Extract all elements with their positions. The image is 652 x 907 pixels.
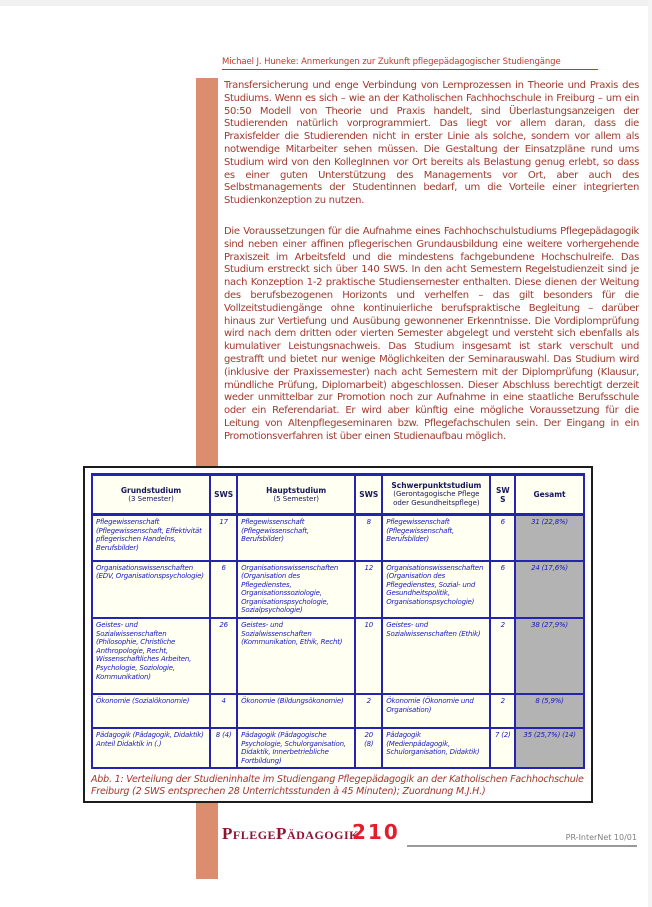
cell-sws: 6 — [490, 515, 515, 561]
body-paragraph-1: Transfersicherung und enge Verbindung von Lernprozessen in Theorie und Praxis des Studiums. Wenn es sich – wie an der Katholischen Fachhochschule in Freiburg – um ein 50:50 Modell von Theorie und Praxis handelt, sind Überlastungsanzeigen der Studierenden natürlich vorprogrammiert. Das liegt vor allem daran, dass die Praxisfelder die Studierenden nicht in erster Linie als solche, sondern vor allem als notwendige Mitarbeiter sehen müssen. Die Gestaltung der Einsatzpläne rund ums Studium wird von den KollegInnen vor Ort bereits als Belastung genug erlebt, so dass es einer guten Unterstützung des Managements vor Ort, aber auch des Selbstmanagements der Studentinnen bedarf, um die Vorteile einer integrierten Studienkonzeption zu nutzen. — [224, 80, 639, 207]
cell-grund: Organisationswissenschaften (EDV, Organisationspsychologie) — [92, 561, 210, 619]
header-label: SWS — [495, 485, 510, 504]
cell-gesamt: 31 (22,8%) — [515, 515, 584, 561]
header-label: Grundstudium — [120, 485, 182, 495]
cell-sws: 8 (4) — [210, 728, 237, 768]
header-label: SWS — [214, 490, 234, 499]
cell-grund: Geistes- und Sozialwissenschaften (Philosophie, Christliche Anthropologie, Recht, Wissenschaftliches Arbeiten, Psychologie, Soziologie, Kommunikation) — [92, 618, 210, 694]
cell-gesamt: 8 (5,9%) — [515, 694, 584, 728]
header-grundstudium — [92, 475, 210, 515]
cell-grund: Pädagogik (Pädagogik, Didaktik) Anteil Didaktik in (.) — [92, 728, 210, 768]
table-row-paedagogik — [92, 728, 584, 768]
cell-gesamt: 38 (27,9%) — [515, 618, 584, 694]
footer-rule — [407, 845, 637, 847]
header-sub: (Gerontagogische Pflege oder Gesundheitspflege) — [393, 490, 480, 507]
footer-brand: PflegePädagogik — [222, 824, 359, 843]
article-body — [224, 80, 639, 444]
cell-sws: 2 — [490, 618, 515, 694]
cell-grund: Ökonomie (Sozialökonomie) — [92, 694, 210, 728]
header-hauptstudium — [237, 475, 355, 515]
cell-schwerpunkt: Pflegewissenschaft (Pflegewissenschaft, Berufsbilder) — [382, 515, 490, 561]
header-sws-3 — [490, 475, 515, 515]
figure-caption: Abb. 1: Verteilung der Studieninhalte im Studiengang Pflegepädagogik an der Katholischen Fachhochschule Freiburg (2 SWS entsprechen 28 Unterrichtsstunden à 45 Minuten); Zuordnung M.J.H.) — [91, 774, 584, 797]
cell-sws: 7 (2) — [490, 728, 515, 768]
cell-schwerpunkt: Organisationswissenschaften (Organisation des Pflegedienstes, Sozial- und Gesundheitspolitik, Organisationspsychologie) — [382, 561, 490, 619]
table-row-organisationswissenschaften — [92, 561, 584, 619]
cell-schwerpunkt: Geistes- und Sozialwissenschaften (Ethik) — [382, 618, 490, 694]
cell-sws: 10 — [355, 618, 382, 694]
cell-haupt: Geistes- und Sozialwissenschaften (Kommunikation, Ethik, Recht) — [237, 618, 355, 694]
cell-schwerpunkt: Ökonomie (Ökonomie und Organisation) — [382, 694, 490, 728]
cell-sws: 6 — [490, 561, 515, 619]
header-schwerpunktstudium — [382, 475, 490, 515]
header-sub: (3 Semester) — [128, 494, 174, 503]
table-row-oekonomie — [92, 694, 584, 728]
header-sws-1 — [210, 475, 237, 515]
cell-sws: 8 — [355, 515, 382, 561]
cell-sws: 20 (8) — [355, 728, 382, 768]
header-sub: (5 Semester) — [273, 494, 319, 503]
page-edge-right — [648, 0, 652, 907]
cell-sws: 12 — [355, 561, 382, 619]
cell-sws: 26 — [210, 618, 237, 694]
page-edge-top — [0, 0, 652, 6]
footer-page-number: 210 — [352, 820, 400, 844]
table-row-geistes-sozialwissenschaften — [92, 618, 584, 694]
cell-gesamt: 24 (17,6%) — [515, 561, 584, 619]
cell-gesamt: 35 (25,7%) (14) — [515, 728, 584, 768]
footer-journal-ref: PR-InterNet 10/01 — [565, 833, 637, 842]
header-label: Hauptstudium — [266, 485, 327, 495]
cell-grund: Pflegewissenschaft (Pflegewissenschaft, Effektivität pflegerischen Handelns, Berufsbilder) — [92, 515, 210, 561]
cell-schwerpunkt: Pädagogik (Medienpädagogik, Schulorganisation, Didaktik) — [382, 728, 490, 768]
curriculum-table — [91, 473, 585, 769]
cell-sws: 6 — [210, 561, 237, 619]
table-header-row — [92, 475, 584, 515]
cell-haupt: Pädagogik (Pädagogische Psychologie, Schulorganisation, Didaktik, Innerbetriebliche Fortbildung) — [237, 728, 355, 768]
cell-haupt: Pflegewissenschaft (Pflegewissenschaft, Berufsbilder) — [237, 515, 355, 561]
header-gesamt — [515, 475, 584, 515]
running-header: Michael J. Huneke: Anmerkungen zur Zukunft pflegepädagogischer Studiengänge — [222, 57, 598, 70]
body-paragraph-2: Die Voraussetzungen für die Aufnahme eines Fachhochschulstudiums Pflegepädagogik sind neben einer affinen pflegerischen Grundausbildung eine weitere vorhergehende Praxiszeit im Arbeitsfeld und die mindestens fachgebundene Hochschulreife. Das Studium erstreckt sich über 140 SWS. In den acht Semestern Regelstudienzeit sind je nach Konzeption 1-2 praktische Studiensemester enthalten. Diese dienen der Weitung des berufsbezogenen Horizonts und verhelfen – das gilt besonders für die Vollzeitstudiengänge ohne kontinuierliche berufspraktische Begleitung – darüber hinaus zur Vertiefung und Ausübung gewonnener Erkenntnisse. Die Vordiplomprüfung wird nach dem dritten oder vierten Semester abgelegt und versteht sich ebenfalls als kumulativer Leistungsnachweis. Das Studium insgesamt ist stark verschult und gestrafft und bietet nur wenige Möglichkeiten der Seminarauswahl. Das Studium wird (inklusive der Praxissemester) nach acht Semestern mit der Diplomprüfung (Klausur, mündliche Prüfung, Diplomarbeit) abgeschlossen. Dieser Abschluss berechtigt derzeit weder unmittelbar zur Promotion noch zur Aufnahme in eine staatliche Berufsschule oder ein Referendariat. Er wird aber künftig eine mögliche Voraussetzung für die Leitung von Altenpflegeseminaren bzw. Pflegefachschulen sein. Der Eingang in ein Promotionsverfahren ist über einen Studienaufbau möglich. — [224, 225, 639, 442]
header-label: SWS — [359, 490, 379, 499]
cell-sws: 2 — [355, 694, 382, 728]
cell-haupt: Ökonomie (Bildungsökonomie) — [237, 694, 355, 728]
header-label: Gesamt — [533, 490, 566, 499]
figure-box — [83, 466, 593, 803]
header-sws-2 — [355, 475, 382, 515]
header-label: Schwerpunktstudium — [391, 481, 482, 490]
table-row-pflegewissenschaft — [92, 515, 584, 561]
cell-sws: 4 — [210, 694, 237, 728]
cell-sws: 2 — [490, 694, 515, 728]
cell-haupt: Organisationswissenschaften (Organisation des Pflegedienstes, Organisationssoziologie, Organisationspsychologie, Sozialpsychologie) — [237, 561, 355, 619]
cell-sws: 17 — [210, 515, 237, 561]
